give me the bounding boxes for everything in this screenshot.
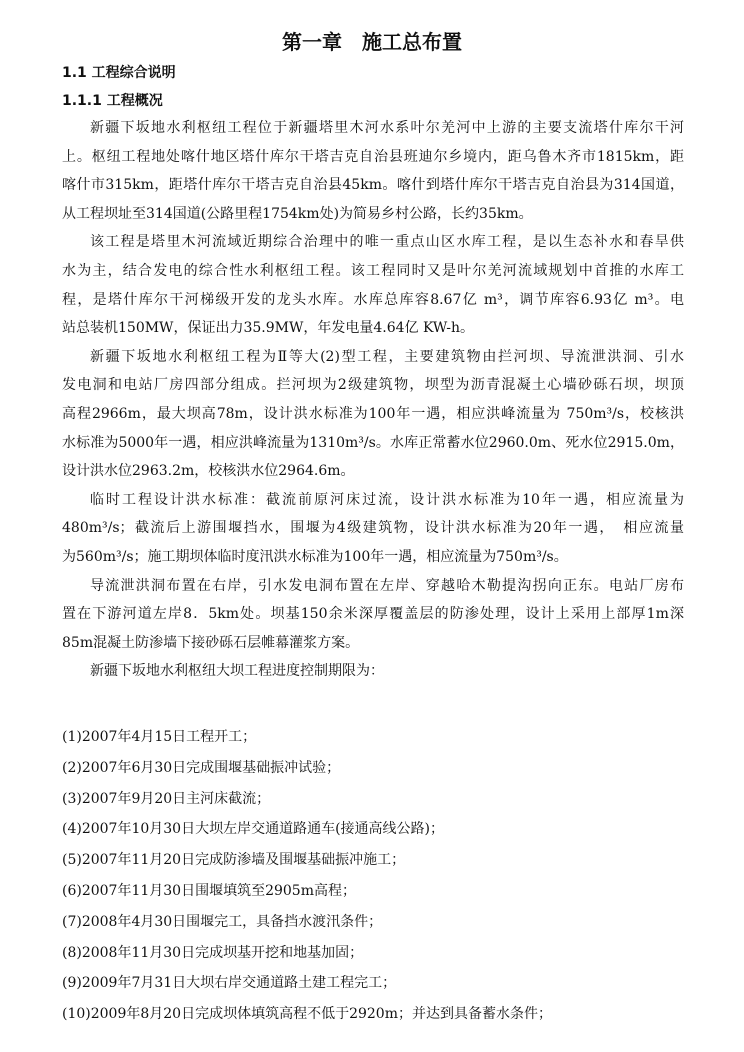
- paragraph-line: 从工程坝址至314国道(公路里程1754km处)为简易乡村公路，长约35km。: [62, 205, 533, 222]
- paragraph-line: 发电洞和电站厂房四部分组成。拦河坝为2级建筑物，坝型为沥青混凝土心墙砂砾石坝，坝顶: [62, 377, 684, 394]
- paragraph-line: 临时工程设计洪水标准：截流前原河床过流，设计洪水标准为10年一遇，相应流量为: [90, 491, 684, 508]
- milestone-item: (7)2008年4月30日围堰完工，具备挡水渡汛条件；: [62, 913, 383, 930]
- milestone-item: (6)2007年11月30日围堰填筑至2905m高程；: [62, 883, 356, 899]
- milestone-item: (3)2007年9月20日主河床截流；: [62, 790, 271, 807]
- milestone-item: (9)2009年7月31日大坝右岸交通道路土建工程完工；: [62, 975, 397, 992]
- milestone-item: (2)2007年6月30日完成围堰基础振冲试验；: [62, 759, 341, 776]
- paragraph-line: 85m混凝土防渗墙下接砂砾石层帷幕灌浆方案。: [62, 634, 360, 651]
- paragraph-line: 新疆下坂地水利枢纽工程位于新疆塔里木河水系叶尔羌河中上游的主要支流塔什库尔干河: [90, 120, 684, 136]
- paragraph-line: 高程2966m，最大坝高78m，设计洪水标准为100年一遇，相应洪峰流量为 750m³/s，校核洪: [62, 406, 684, 422]
- paragraph-line: 该工程是塔里木河流域近期综合治理中的唯一重点山区水库工程，是以生态补水和春旱供: [90, 234, 684, 251]
- chapter-title: 第一章 施工总布置: [282, 30, 462, 54]
- milestone-item: (1)2007年4月15日工程开工；: [62, 729, 257, 745]
- paragraph-line: 上。枢纽工程地处喀什地区塔什库尔干塔吉克自治县班迪尔乡境内，距乌鲁木齐市1815km，距: [62, 148, 684, 165]
- paragraph-line: 水标准为5000年一遇，相应洪峰流量为1310m³/s。水库正常蓄水位2960.0m、死水位2915.0m，: [62, 434, 684, 451]
- paragraph-line: 新疆下坂地水利枢纽大坝工程进度控制期限为：: [90, 663, 384, 680]
- paragraph-line: 置在下游河道左岸8．5km处。坝基150余米深厚覆盖层的防渗处理，设计上采用上部厚1m深: [62, 606, 684, 623]
- paragraph-line: 导流泄洪洞布置在右岸，引水发电洞布置在左岸、穿越哈木勒提沟拐向正东。电站厂房布: [90, 577, 684, 594]
- paragraph-line: 喀什市315km，距塔什库尔干塔吉克自治县45km。喀什到塔什库尔干塔吉克自治县为314国道，: [62, 177, 684, 194]
- milestone-item: (5)2007年11月20日完成防渗墙及围堰基础振冲施工；: [62, 852, 406, 869]
- milestone-item: (8)2008年11月30日完成坝基开挖和地基加固；: [62, 944, 364, 961]
- paragraph-line: 水为主，结合发电的综合性水利枢纽工程。该工程同时又是叶尔羌河流域规划中首推的水库工: [62, 263, 684, 279]
- paragraph-line: 为560m³/s；施工期坝体临时度汛洪水标准为100年一遇，相应流量为750m³/s。: [62, 549, 568, 565]
- section-heading: 1.1 工程综合说明: [62, 65, 176, 81]
- milestone-item: (10)2009年8月20日完成坝体填筑高程不低于2920m；并达到具备蓄水条件；: [62, 1006, 552, 1023]
- subsection-heading: 1.1.1 工程概况: [62, 93, 163, 109]
- paragraph-line: 设计洪水位2963.2m，校核洪水位2964.6m。: [62, 463, 355, 480]
- paragraph-line: 新疆下坂地水利枢纽工程为Ⅱ等大(2)型工程，主要建筑物由拦河坝、导流泄洪洞、引水: [90, 348, 684, 365]
- paragraph-line: 站总装机150MW，保证出力35.9MW，年发电量4.64亿 KW-h。: [62, 320, 475, 337]
- paragraph-line: 程，是塔什库尔干河梯级开发的龙头水库。水库总库容8.67亿 m³，调节库容6.93亿 m³。电: [62, 291, 684, 308]
- paragraph-line: 480m³/s；截流后上游围堰挡水，围堰为4级建筑物，设计洪水标准为20年一遇， 相应流量: [62, 520, 684, 537]
- milestone-item: (4)2007年10月30日大坝左岸交通道路通车(接通高线公路)；: [62, 821, 445, 838]
